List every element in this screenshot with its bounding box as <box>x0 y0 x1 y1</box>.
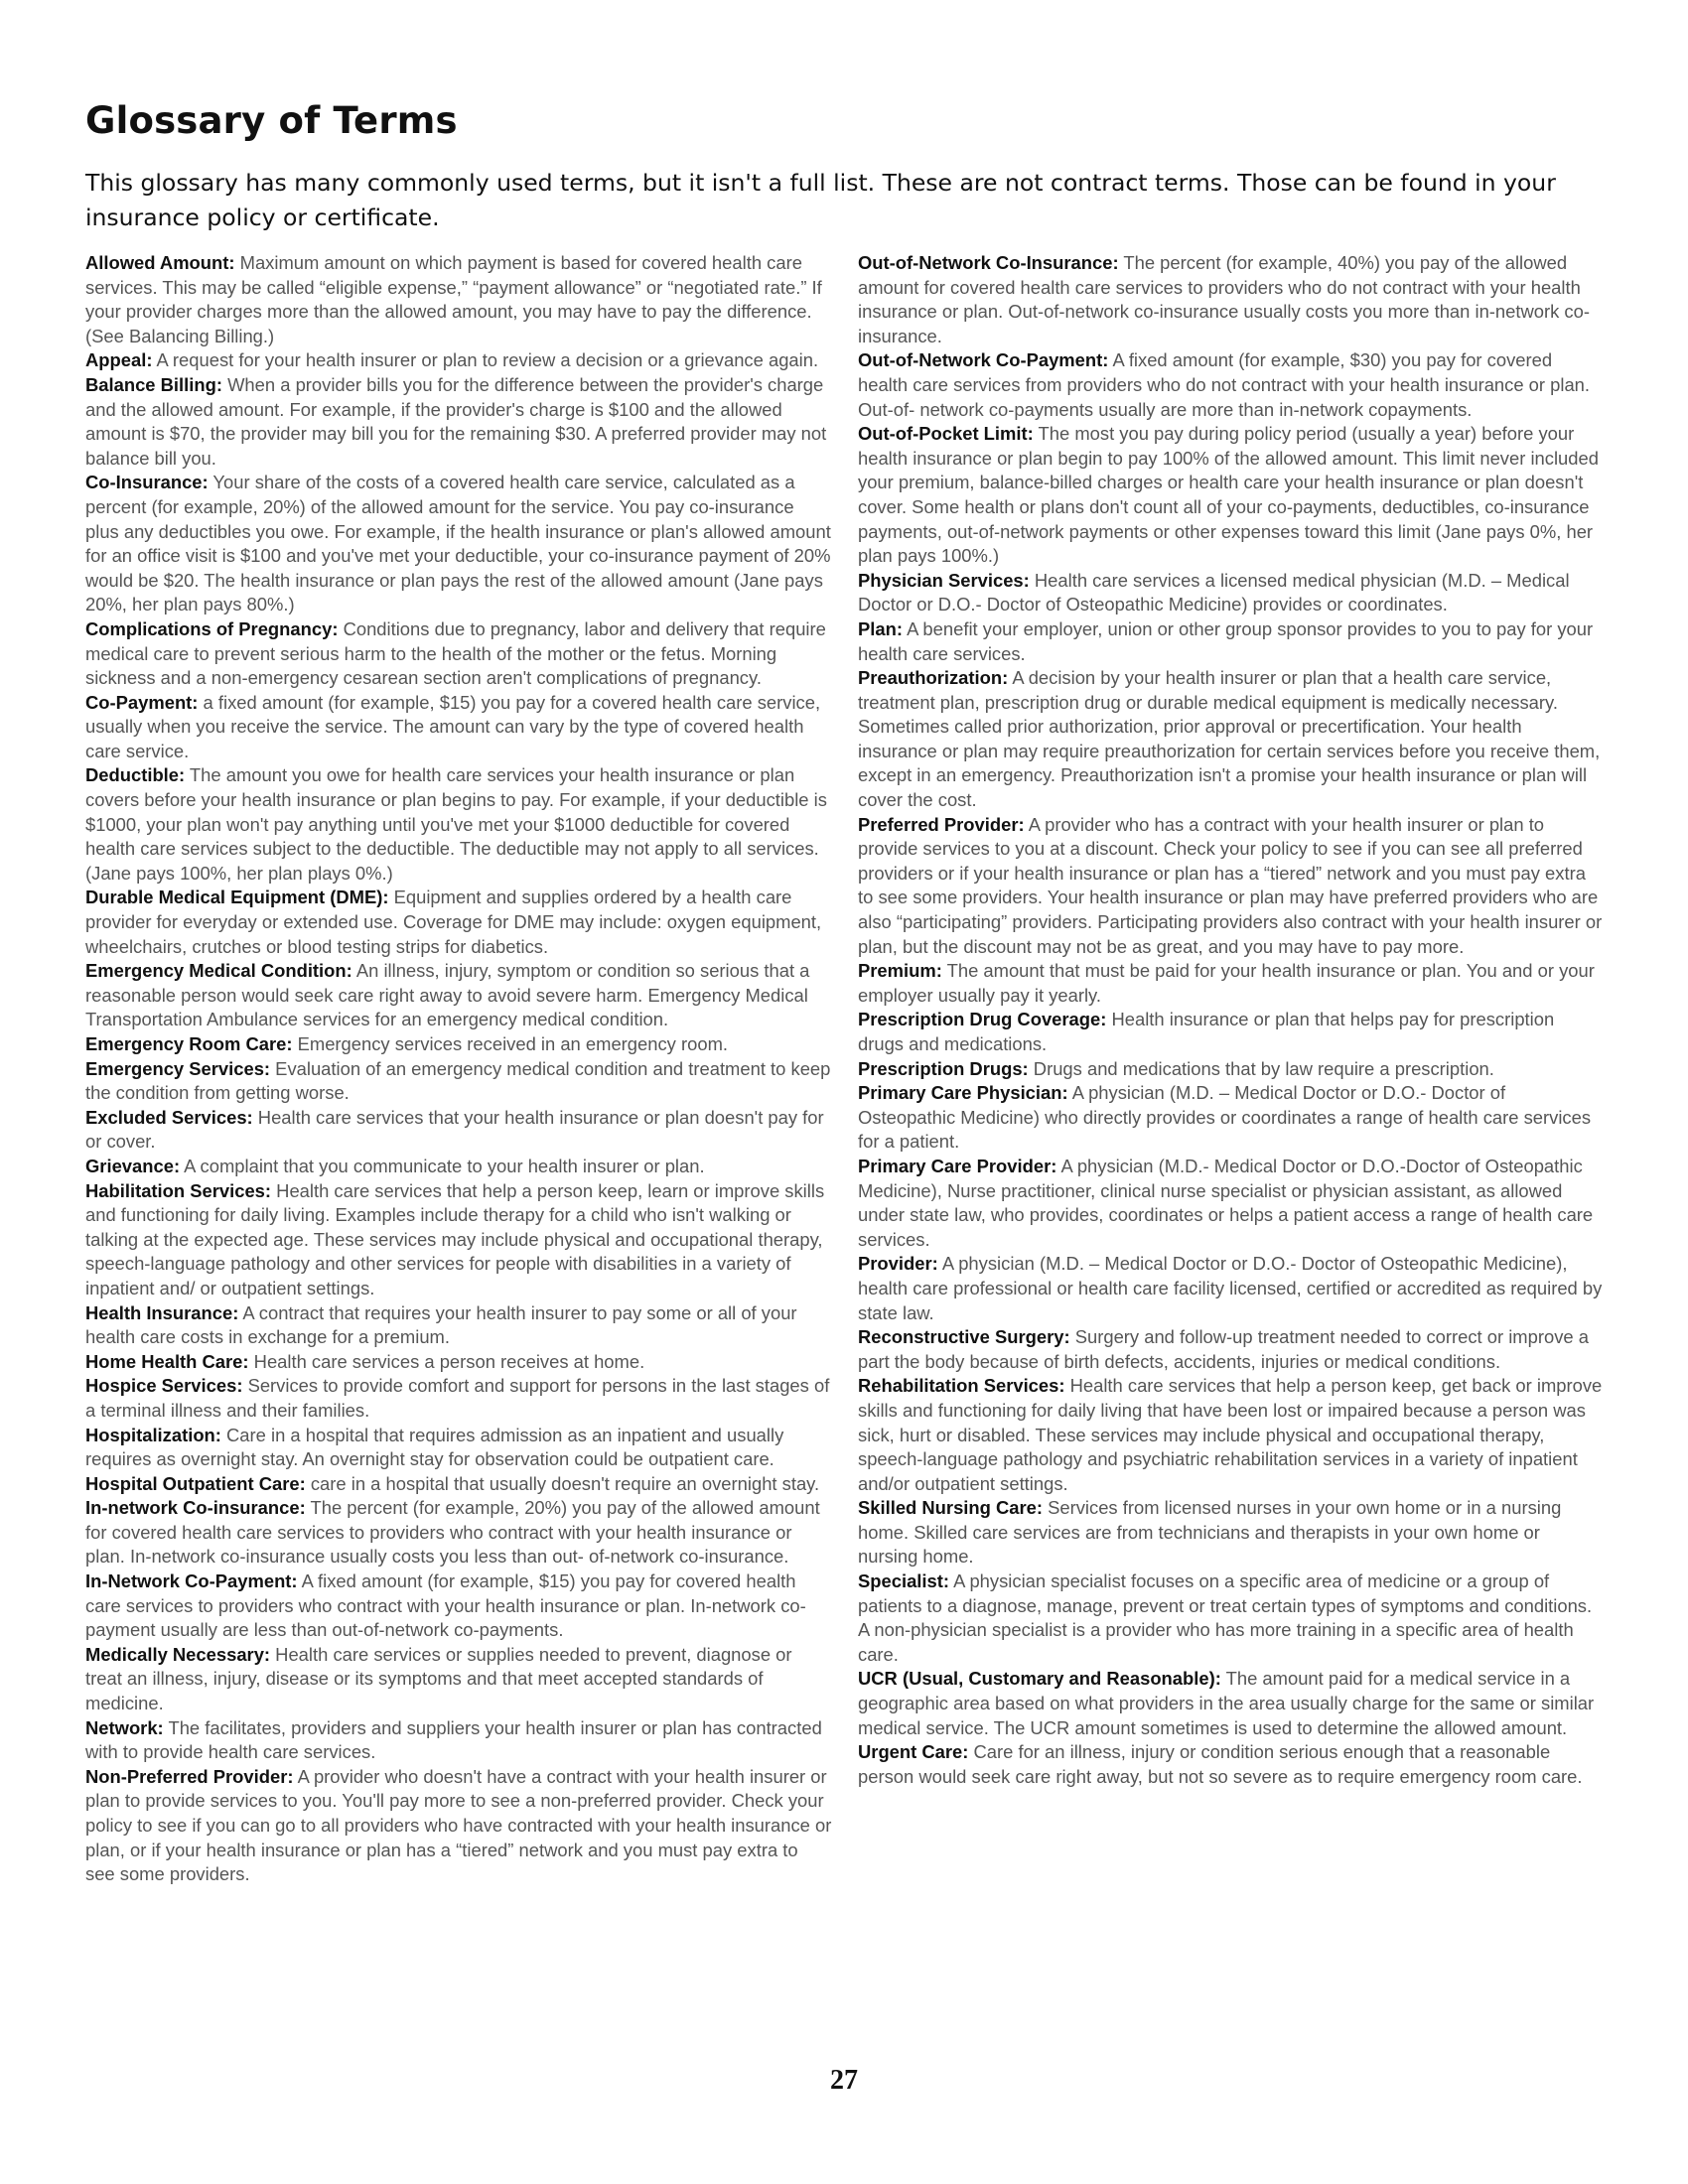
glossary-entry <box>85 886 832 959</box>
glossary-definition: A physician (M.D. – Medical Doctor or D.O.- Doctor of Osteopathic Medicine), health care professional or health care facility licensed, certified or accredited as required by state law. <box>858 1253 1603 1323</box>
glossary-term: Durable Medical Equipment (DME): <box>85 887 389 908</box>
glossary-definition: The amount you owe for health care services your health insurance or plan covers before your health insurance or plan begins to pay. For example, if your deductible is $1000, your plan won't pay anything until you've met your $1000 deductible for covered health care services subject to the deductible. The deductible may not apply to all services. (Jane pays 100%, her plan plays 0%.) <box>85 764 827 884</box>
glossary-entry <box>858 1374 1605 1496</box>
glossary-definition: Your share of the costs of a covered health care service, calculated as a percent (for example, 20%) of the allowed amount for the service. You pay co-insurance plus any deductibles you owe. For example, if the health insurance or plan's allowed amount for an office visit is $100 and you've met your deductible, your co-insurance payment of 20% would be $20. The health insurance or plan pays the rest of the allowed amount (Jane pays 20%, her plan pays 80%.) <box>85 472 831 615</box>
glossary-entry <box>858 1667 1605 1740</box>
glossary-entry <box>85 959 832 1032</box>
glossary-definition: The percent (for example, 40%) you pay of the allowed amount for covered health care services to providers who do not contract with your health insurance or plan. Out-of-network co-insurance usually costs you more than in-network co-insurance. <box>858 252 1590 346</box>
glossary-definition: a fixed amount (for example, $15) you pay for a covered health care service, usually when you receive the service. The amount can vary by the type of covered health care service. <box>85 691 821 761</box>
glossary-entry <box>858 251 1605 348</box>
glossary-term: Plan: <box>858 617 903 639</box>
glossary-entry <box>85 1570 832 1643</box>
glossary-entry <box>85 471 832 617</box>
glossary-term: Emergency Services: <box>85 1057 271 1079</box>
glossary-term: Excluded Services: <box>85 1106 253 1128</box>
glossary-entry <box>858 1057 1605 1082</box>
glossary-term: Allowed Amount: <box>85 252 235 273</box>
glossary-term: Hospital Outpatient Care: <box>85 1472 306 1494</box>
page-number: 27 <box>830 2065 858 2096</box>
glossary-definition: The percent (for example, 20%) you pay of the allowed amount for covered health care services to providers who contract with your health insurance or plan. In-network co-insurance usually costs you less than out- of-network co-insurance. <box>85 1497 820 1568</box>
glossary-entry <box>85 348 832 373</box>
glossary-definition: Care for an illness, injury or condition serious enough that a reasonable person would seek care right away, but not so severe as to require emergency room care. <box>858 1741 1583 1787</box>
glossary-term: Physician Services: <box>858 569 1030 591</box>
glossary-entry <box>85 1032 832 1057</box>
page-title: Glossary of Terms <box>85 99 458 142</box>
glossary-entry <box>85 1155 832 1179</box>
glossary-entry <box>85 1301 832 1350</box>
glossary-definition: Health care services that your health insurance or plan doesn't pay for or cover. <box>85 1106 824 1153</box>
glossary-term: Out-of-Pocket Limit: <box>858 423 1034 445</box>
glossary-definition: A fixed amount (for example, $30) you pay for covered health care services from providers who do not contract with your health insurance or plan. Out-of- network co-payments usually are more than in-network copayments. <box>858 349 1591 420</box>
glossary-entry <box>858 666 1605 813</box>
glossary-term: Specialist: <box>858 1570 949 1592</box>
glossary-term: Prescription Drugs: <box>858 1057 1029 1079</box>
glossary-entry <box>85 251 832 348</box>
glossary-entry <box>85 1643 832 1716</box>
glossary-entry <box>858 959 1605 1008</box>
intro-paragraph: This glossary has many commonly used terms, but it isn't a full list. These are not contract terms. Those can be found in your insurance policy or certificate. <box>85 169 1556 231</box>
glossary-definition: A benefit your employer, union or other group sponsor provides to you to pay for your health care services. <box>858 617 1594 664</box>
glossary-entry <box>858 1081 1605 1155</box>
glossary-definition: care in a hospital that usually doesn't require an overnight stay. <box>305 1472 820 1494</box>
glossary-entry <box>85 1496 832 1570</box>
glossary-entry <box>858 1008 1605 1056</box>
glossary-entry <box>85 1716 832 1765</box>
glossary-definition: A contract that requires your health insurer to pay some or all of your health care costs in exchange for a premium. <box>85 1301 797 1348</box>
glossary-definition: Surgery and follow-up treatment needed to correct or improve a part the body because of birth defects, accidents, injuries or medical conditions. <box>858 1326 1589 1372</box>
glossary-entry <box>858 813 1605 960</box>
glossary-definition: A provider who doesn't have a contract with your health insurer or plan to provide services to you. You'll pay more to see a non-preferred provider. Check your policy to see if you can go to all providers who have contracted with your health insurance or plan, or if your health insurance or plan has a “tiered” network and you must pay extra to see some providers. <box>85 1765 832 1885</box>
glossary-entry <box>858 1252 1605 1325</box>
glossary-entry <box>858 1740 1605 1789</box>
glossary-definition: Equipment and supplies ordered by a health care provider for everyday or extended use. Coverage for DME may include: oxygen equipment, wheelchairs, crutches or blood testing strips for diabetics. <box>85 887 822 957</box>
glossary-term: Non-Preferred Provider: <box>85 1765 294 1787</box>
glossary-entry <box>85 617 832 691</box>
glossary-entry <box>85 763 832 886</box>
glossary-definition: A provider who has a contract with your health insurer or plan to provide services to you at a discount. Check your policy to see if you can see all preferred providers or if your health insurance or plan has a “tiered” network and you must pay extra to see some providers. Your health insurance or plan may have preferred providers who are also “participating” providers. Participating providers also contract with your health insurer or plan, but the discount may not be as great, and you may have to pay more. <box>858 813 1603 957</box>
glossary-term: Habilitation Services: <box>85 1179 272 1201</box>
glossary-entry <box>85 1350 832 1375</box>
glossary-term: In-Network Co-Payment: <box>85 1570 298 1592</box>
glossary-term: Premium: <box>858 960 942 982</box>
glossary-term: Emergency Room Care: <box>85 1033 293 1054</box>
glossary-term: Out-of-Network Co-Insurance: <box>858 252 1119 273</box>
glossary-term: UCR (Usual, Customary and Reasonable): <box>858 1668 1221 1690</box>
glossary-definition: Health care services that help a person keep, get back or improve skills and functioning for daily living that have been lost or impaired because a person was sick, hurt or disabled. These services may include physical and occupational therapy, speech-language pathology and psychiatric rehabilitation services in a variety of inpatient and/or outpatient settings. <box>858 1375 1603 1494</box>
glossary-term: Co-Payment: <box>85 691 199 713</box>
glossary-definition: Services from licensed nurses in your own home or in a nursing home. Skilled care services are from technicians and therapists in your own home or nursing home. <box>858 1497 1562 1568</box>
glossary-definition: A fixed amount (for example, $15) you pay for covered health care services to providers who contract with your health insurance or plan. In-network co-payment usually are less than out-of-network co-payments. <box>85 1570 806 1641</box>
glossary-definition: Health care services a person receives at home. <box>248 1350 645 1372</box>
glossary-term: Health Insurance: <box>85 1301 239 1323</box>
glossary-entry <box>858 1325 1605 1374</box>
glossary-term: Skilled Nursing Care: <box>858 1497 1043 1519</box>
glossary-entry <box>858 617 1605 666</box>
glossary-entry <box>85 1374 832 1423</box>
glossary-right-column <box>858 251 1605 1887</box>
glossary-term: Preferred Provider: <box>858 813 1025 835</box>
glossary-definition: When a provider bills you for the difference between the provider's charge and the allowed amount. For example, if the provider's charge is $100 and the allowed amount is $70, the provider may bill you for the remaining $30. A preferred provider may not balance bill you. <box>85 373 827 469</box>
glossary-term: Grievance: <box>85 1155 181 1176</box>
glossary-definition: The facilitates, providers and suppliers your health insurer or plan has contracted with to provide health care services. <box>85 1716 822 1763</box>
glossary-entry <box>85 691 832 764</box>
glossary-term: Urgent Care: <box>858 1741 969 1763</box>
glossary-term: Network: <box>85 1716 164 1738</box>
glossary-definition: The most you pay during policy period (usually a year) before your health insurance or plan begin to pay 100% of the allowed amount. This limit never included your premium, balance-billed charges or health care your health insurance or plan doesn't cover. Some health or plans don't count all of your co-payments, deductibles, co-insurance payments, out-of-network payments or other expenses toward this limit (Jane pays 0%, her plan pays 100%.) <box>858 423 1599 567</box>
glossary-definition: Emergency services received in an emergency room. <box>292 1033 728 1054</box>
glossary-definition: Maximum amount on which payment is based for covered health care services. This may be called “eligible expense,” “payment allowance” or “negotiated rate.” If your provider charges more than the allowed amount, you may have to pay the difference. (See Balancing Billing.) <box>85 252 822 346</box>
glossary-term: Primary Care Provider: <box>858 1155 1057 1176</box>
glossary-term: Emergency Medical Condition: <box>85 960 352 982</box>
glossary-entry <box>85 1057 832 1106</box>
glossary-definition: Evaluation of an emergency medical condition and treatment to keep the condition from getting worse. <box>85 1057 831 1104</box>
glossary-definition: A complaint that you communicate to your health insurer or plan. <box>180 1155 705 1176</box>
glossary-definition: A physician (M.D. – Medical Doctor or D.O.- Doctor of Osteopathic Medicine) who directly provides or coordinates a range of health care services for a patient. <box>858 1082 1592 1153</box>
glossary-entry <box>858 422 1605 569</box>
glossary-entry <box>85 373 832 471</box>
glossary-entry <box>858 1570 1605 1667</box>
glossary-term: Co-Insurance: <box>85 472 209 493</box>
glossary-definition: Health care services or supplies needed to prevent, diagnose or treat an illness, injury, disease or its symptoms and that meet accepted standards of medicine. <box>85 1643 792 1714</box>
glossary-term: Preauthorization: <box>858 667 1009 689</box>
glossary-definition: Care in a hospital that requires admission as an inpatient and usually requires as overnight stay. An overnight stay for observation could be outpatient care. <box>85 1424 784 1470</box>
glossary-term: Medically Necessary: <box>85 1643 271 1665</box>
glossary-term: Hospice Services: <box>85 1375 243 1397</box>
glossary-entry <box>858 1155 1605 1252</box>
glossary-definition: A decision by your health insurer or plan that a health care service, treatment plan, prescription drug or durable medical equipment is medically necessary. Sometimes called prior authorization, prior approval or precertification. Your health insurance or plan may require preauthorization for certain services before you receive them, except in an emergency. Preauthorization isn't a promise your health insurance or plan will cover the cost. <box>858 667 1601 811</box>
glossary-entry <box>858 1496 1605 1570</box>
glossary-definition: The amount that must be paid for your health insurance or plan. You and or your employer usually pay it yearly. <box>858 960 1595 1006</box>
glossary-definition: A request for your health insurer or plan to review a decision or a grievance again. <box>152 349 819 371</box>
glossary-definition: An illness, injury, symptom or condition so serious that a reasonable person would seek care right away to avoid severe harm. Emergency Medical Transportation Ambulance services for an emergency medical condition. <box>85 960 810 1030</box>
glossary-definition: A physician (M.D.- Medical Doctor or D.O.-Doctor of Osteopathic Medicine), Nurse practitioner, clinical nurse specialist or physician assistant, as allowed under state law, who provides, coordinates or helps a patient access a range of health care services. <box>858 1155 1594 1250</box>
glossary-entry <box>85 1106 832 1155</box>
glossary-term: Prescription Drug Coverage: <box>858 1009 1107 1030</box>
glossary-term: Primary Care Physician: <box>858 1082 1068 1104</box>
glossary-definition: Conditions due to pregnancy, labor and delivery that require medical care to prevent serious harm to the health of the mother or the fetus. Morning sickness and a non-emergency cesarean section aren't complications of pregnancy. <box>85 617 826 689</box>
glossary-entry <box>858 348 1605 422</box>
glossary-definition: Health insurance or plan that helps pay for prescription drugs and medications. <box>858 1009 1555 1054</box>
glossary-term: Reconstructive Surgery: <box>858 1326 1070 1348</box>
glossary-columns <box>85 251 1605 1887</box>
glossary-entry <box>85 1179 832 1301</box>
glossary-definition: Health care services a licensed medical physician (M.D. – Medical Doctor or D.O.- Doctor of Osteopathic Medicine) provides or coordinates. <box>858 569 1570 615</box>
glossary-term: In-network Co-insurance: <box>85 1497 306 1519</box>
glossary-term: Balance Billing: <box>85 373 222 395</box>
glossary-definition: A physician specialist focuses on a specific area of medicine or a group of patients to a diagnose, manage, prevent or treat certain types of symptoms and conditions. A non-physician specialist is a provider who has more training in a specific area of health care. <box>858 1570 1593 1665</box>
glossary-definition: Health care services that help a person keep, learn or improve skills and functioning for daily living. Examples include therapy for a child who isn't walking or talking at the expected age. These services may include physical and occupational therapy, speech-language pathology and other services for people with disabilities in a variety of inpatient and/ or outpatient settings. <box>85 1179 825 1298</box>
glossary-entry <box>85 1765 832 1887</box>
glossary-term: Appeal: <box>85 349 153 371</box>
glossary-definition: Drugs and medications that by law require a prescription. <box>1028 1057 1494 1079</box>
glossary-definition: Services to provide comfort and support for persons in the last stages of a terminal illness and their families. <box>85 1375 830 1421</box>
glossary-entry <box>858 569 1605 617</box>
glossary-term: Home Health Care: <box>85 1350 249 1372</box>
glossary-term: Out-of-Network Co-Payment: <box>858 349 1109 371</box>
glossary-entry <box>85 1472 832 1497</box>
glossary-term: Deductible: <box>85 764 186 786</box>
glossary-term: Provider: <box>858 1253 938 1275</box>
glossary-entry <box>85 1424 832 1472</box>
glossary-left-column <box>85 251 832 1887</box>
glossary-term: Complications of Pregnancy: <box>85 617 339 639</box>
glossary-definition: The amount paid for a medical service in a geographic area based on what providers in the area usually charge for the same or similar medical service. The UCR amount sometimes is used to determine the allowed amount. <box>858 1668 1595 1738</box>
glossary-term: Hospitalization: <box>85 1424 221 1445</box>
glossary-term: Rehabilitation Services: <box>858 1375 1065 1397</box>
